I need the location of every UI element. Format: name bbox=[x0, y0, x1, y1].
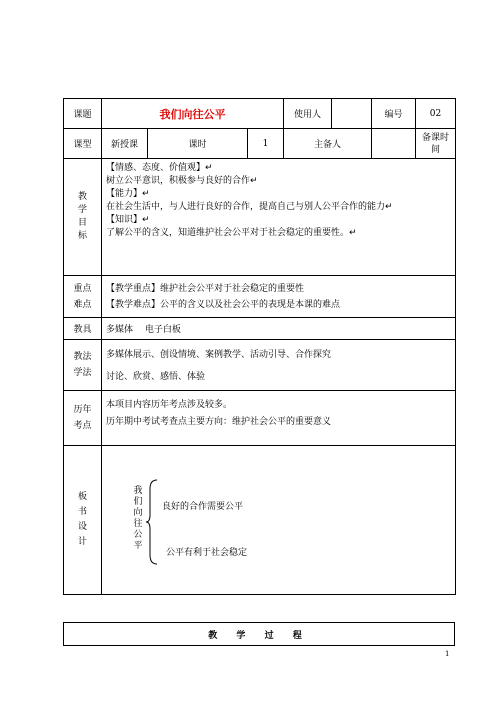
exam-line: 本项目内容历年考点涉及较多。 bbox=[106, 400, 233, 410]
board-content bbox=[102, 446, 456, 595]
methods-label-1: 教法 bbox=[73, 352, 92, 362]
user-value bbox=[332, 99, 372, 129]
goal-line: 了解公平的含义，知道维护社会公平对于社会稳定的重要性。↵ bbox=[106, 228, 357, 238]
exam-label-cell bbox=[64, 391, 102, 446]
number-value: 02 bbox=[416, 99, 456, 129]
process-title: 教 学 过 程 bbox=[64, 623, 455, 646]
board-branch-1: 良好的合作需要公平 bbox=[162, 502, 244, 512]
hours-value: 1 bbox=[248, 129, 284, 159]
methods-content bbox=[102, 340, 456, 391]
goal-line: 在社会生活中，与人进行良好的合作，提高自己与别人公平合作的能力↵ bbox=[106, 202, 393, 212]
type-value: 新授课 bbox=[102, 129, 148, 159]
keypoints-label-2: 难点 bbox=[73, 299, 92, 310]
brace-icon bbox=[145, 479, 159, 565]
type-label: 课型 bbox=[64, 129, 102, 159]
page-number: 1 bbox=[445, 650, 450, 658]
methods-label-2: 学法 bbox=[73, 368, 92, 378]
course-label: 课题 bbox=[64, 99, 102, 129]
keypoint-line: 【教学重点】维护社会公平对于社会稳定的重要性 bbox=[106, 283, 305, 294]
preparer-value bbox=[372, 129, 416, 159]
user-label: 使用人 bbox=[284, 99, 332, 129]
method-line: 讨论、欣赏、感悟、体验 bbox=[106, 372, 206, 382]
keypoint-line: 【教学难点】公平的含义以及社会公平的表现是本课的难点 bbox=[106, 299, 341, 310]
lesson-plan-table bbox=[63, 98, 456, 595]
hours-label: 课时 bbox=[148, 129, 248, 159]
board-branch-2: 公平有利于社会稳定 bbox=[166, 548, 248, 558]
exam-label-1: 历年 bbox=[73, 405, 92, 415]
preparer-label: 主备人 bbox=[284, 129, 372, 159]
board-label: 板书设计 bbox=[77, 492, 87, 547]
goals-content bbox=[102, 159, 456, 276]
tools-value: 多媒体 电子白板 bbox=[102, 318, 456, 340]
goal-line: 【情感、态度、价值观】↵ bbox=[106, 163, 213, 173]
exam-content bbox=[102, 391, 456, 446]
goal-line: 【知识】↵ bbox=[106, 215, 150, 225]
keypoints-content bbox=[102, 276, 456, 318]
goal-line: 【能力】↵ bbox=[106, 189, 150, 199]
keypoints-label-cell bbox=[64, 276, 102, 318]
process-table bbox=[63, 622, 455, 646]
keypoints-label-1: 重点 bbox=[73, 283, 92, 294]
board-center-topic: 我们向往公平 bbox=[133, 486, 143, 551]
goals-label: 教学目标 bbox=[77, 192, 87, 241]
tools-label: 教具 bbox=[64, 318, 102, 340]
goals-label-cell bbox=[64, 159, 102, 276]
prep-time-label: 备课时间 bbox=[416, 129, 456, 159]
course-title: 我们向往公平 bbox=[102, 99, 284, 129]
goal-line: 树立公平意识，积极参与良好的合作↵ bbox=[106, 176, 258, 186]
exam-label-2: 考点 bbox=[73, 421, 92, 431]
number-label: 编号 bbox=[372, 99, 416, 129]
method-line: 多媒体展示、创设情境、案例教学、活动引导、合作探究 bbox=[106, 350, 332, 360]
board-label-cell bbox=[64, 446, 102, 595]
methods-label-cell bbox=[64, 340, 102, 391]
exam-line: 历年期中考试考查点主要方向：维护社会公平的重要意义 bbox=[106, 417, 332, 427]
